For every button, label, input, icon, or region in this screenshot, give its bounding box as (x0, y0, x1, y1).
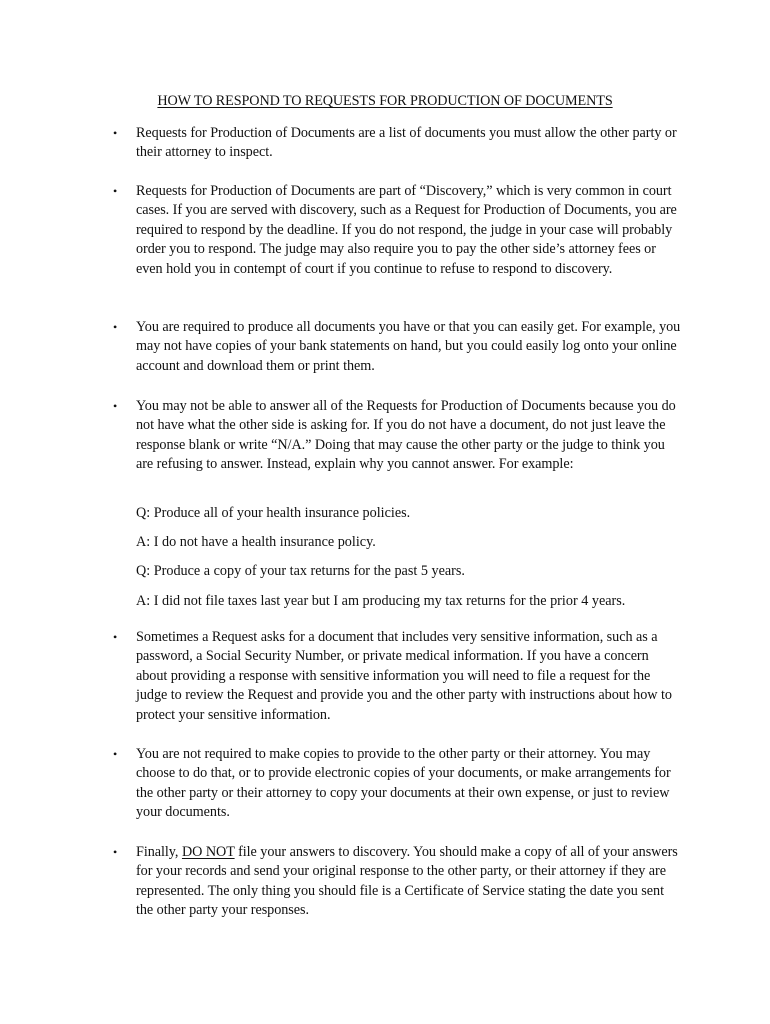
bullet-icon: • (113, 845, 118, 859)
list-item-1: Requests for Production of Documents are a list of documents you must allow the other party or their attorney to inspect. (136, 125, 677, 161)
example-question-1: Q: Produce all of your health insurance policies. (136, 505, 411, 521)
example-answer-1: A: I do not have a health insurance policy. (136, 534, 376, 550)
list-item-7-text-before: Finally, (136, 844, 182, 860)
bullet-icon: • (113, 399, 118, 413)
bullet-icon: • (113, 320, 118, 334)
bullet-icon: • (113, 184, 118, 198)
example-question-2: Q: Produce a copy of your tax returns for the past 5 years. (136, 563, 465, 579)
list-item-3: You are required to produce all documents you have or that you can easily get. For example, you may not have copies of your bank statements on hand, but you could easily log onto your online account and download them or print them. (136, 319, 681, 374)
emphasis-do-not: DO NOT (181, 844, 235, 860)
page-title: HOW TO RESPOND TO REQUESTS FOR PRODUCTION OF DOCUMENTS (157, 93, 613, 109)
list-item-7 (136, 843, 681, 921)
bullet-icon: • (113, 630, 118, 644)
list-item-5: Sometimes a Request asks for a document that includes very sensitive information, such as a password, a Social Security Number, or private medical information. If you have a concern about providing a response with sensitive information you will need to file a request for the judge to review the Request and provide you and the other party with instructions about how to protect your sensitive information. (136, 629, 672, 723)
bullet-icon: • (113, 126, 118, 140)
example-answer-2: A: I did not file taxes last year but I am producing my tax returns for the prior 4 years. (136, 593, 626, 609)
bullet-icon: • (113, 747, 118, 761)
list-item-4: You may not be able to answer all of the Requests for Production of Documents because you do not have what the other side is asking for. If you do not have a document, do not just leave the response blank or write “N/A.” Doing that may cause the other party or the judge to think you are refusing to answer. Instead, explain why you cannot answer. For example: (136, 398, 676, 473)
list-item-6: You are not required to make copies to provide to the other party or their attorney. You may choose to do that, or to provide electronic copies of your documents, or make arrangements for the other party or their attorney to copy your documents at their own expense, or just to review your documents. (136, 746, 671, 821)
list-item-2: Requests for Production of Documents are part of “Discovery,” which is very common in court cases. If you are served with discovery, such as a Request for Production of Documents, you are required to respond by the deadline. If you do not respond, the judge in your case will probably order you to respond. The judge may also require you to pay the other side’s attorney fees or even hold you in contempt of court if you continue to refuse to respond to discovery. (136, 183, 677, 277)
list-item-7-text-after: file your answers to discovery. You should make a copy of all of your answers for your records and send your original response to the other party, or their attorney if they are represented. The only thing you should file is a Certificate of Service stating the date you sent the other party your responses. (136, 844, 678, 919)
